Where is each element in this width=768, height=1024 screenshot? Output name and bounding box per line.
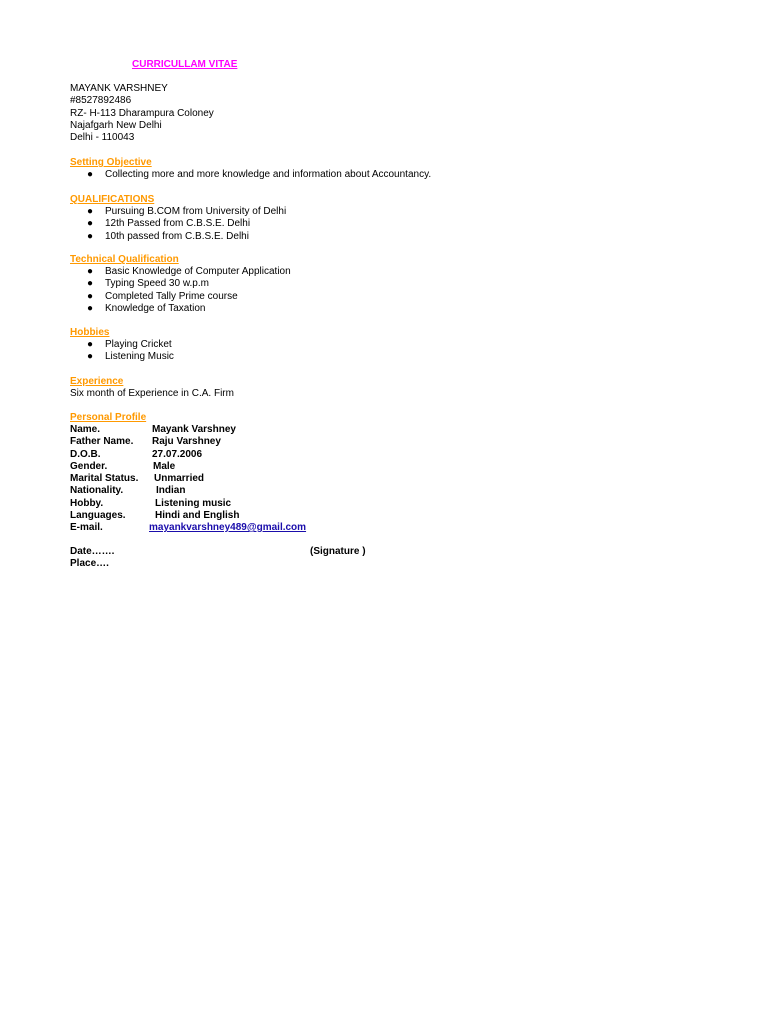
profile-value: Male xyxy=(153,460,176,472)
bullet-icon: ● xyxy=(87,266,94,277)
bullet-icon: ● xyxy=(87,351,94,363)
place-label: Place…. xyxy=(70,558,109,569)
profile-value: Mayank Varshney xyxy=(152,424,236,435)
contact-address-line1: RZ- H-113 Dharampura Coloney xyxy=(70,108,214,119)
bullet-icon: ● xyxy=(87,230,94,242)
bullet-icon: ● xyxy=(87,302,94,314)
bullet-icon: ● xyxy=(87,339,94,350)
profile-label: D.O.B. xyxy=(70,448,101,460)
profile-label: Hobby. xyxy=(70,497,104,509)
email-link[interactable]: mayankvarshney489@gmail.com xyxy=(149,522,307,533)
contact-address-line2: Najafgarh New Delhi xyxy=(70,120,162,131)
profile-label: Name. xyxy=(70,424,101,435)
hobbies-heading: Hobbies xyxy=(70,327,110,338)
bullet-icon: ● xyxy=(87,218,94,230)
profile-heading: Personal Profile xyxy=(70,412,147,423)
objective-heading: Setting Objective xyxy=(70,157,152,168)
bullet-icon: ● xyxy=(87,169,94,180)
profile-label: Nationality. xyxy=(70,485,124,497)
signature-label: (Signature ) xyxy=(310,546,366,557)
profile-value: Raju Varshney xyxy=(152,436,221,448)
profile-label: E-mail. xyxy=(70,522,103,533)
bullet-icon: ● xyxy=(87,206,94,217)
profile-value: Unmarried xyxy=(154,473,205,484)
profile-value: Listening music xyxy=(155,497,232,509)
profile-label: Languages. xyxy=(70,509,126,521)
profile-label: Gender. xyxy=(70,460,108,472)
experience-heading: Experience xyxy=(70,376,124,387)
profile-value: 27.07.2006 xyxy=(152,448,203,460)
cv-page: CURRICULLAM VITAE MAYANK VARSHNEY #8527892486 RZ- H-113 Dharampura Coloney Najafgarh New Delhi Delhi - 110043 Setting Objective ● Collecting more and more knowledge and information about Accountancy. QUALIFICATIONS ● Pursuing B.COM from University of Delhi ● 12th Passed from C.B.S.E. Delhi ● 10th passed from C.B.S.E. Delhi Technical Qualification ● Basic Knowledge of Computer Application ● Typing Speed 30 w.p.m ● Completed Tally Prime course ● Knowledge of Taxation Hobbies ● Playing Cricket ● Listening Music Experience Six month of Experience in C.A. Firm Personal Profile Name. Mayank Varshney Father Name. Raju Varshney D.O.B. 27.07.2006 Gender. Male Marital Status. Unmarried Nationality. Indian Hobby. Listening music Languages. Hindi and English E-mail. mayankvarshney489@gmail.com Date……. (Signature ) Place…. xyxy=(70,59,432,569)
experience-text: Six month of Experience in C.A. Firm xyxy=(70,388,234,399)
profile-label: Father Name. xyxy=(70,436,134,448)
document-title: CURRICULLAM VITAE xyxy=(132,59,238,70)
profile-value: Indian xyxy=(156,485,186,497)
contact-address-line3: Delhi - 110043 xyxy=(70,132,135,143)
bullet-icon: ● xyxy=(87,278,94,290)
contact-name: MAYANK VARSHNEY xyxy=(70,83,168,94)
technical-heading: Technical Qualification xyxy=(70,254,179,265)
bullet-icon: ● xyxy=(87,290,94,302)
qualifications-heading: QUALIFICATIONS xyxy=(70,194,155,205)
profile-value: Hindi and English xyxy=(155,509,240,521)
date-label: Date……. xyxy=(70,546,115,557)
profile-label: Marital Status. xyxy=(70,473,139,484)
contact-phone: #8527892486 xyxy=(70,95,132,106)
